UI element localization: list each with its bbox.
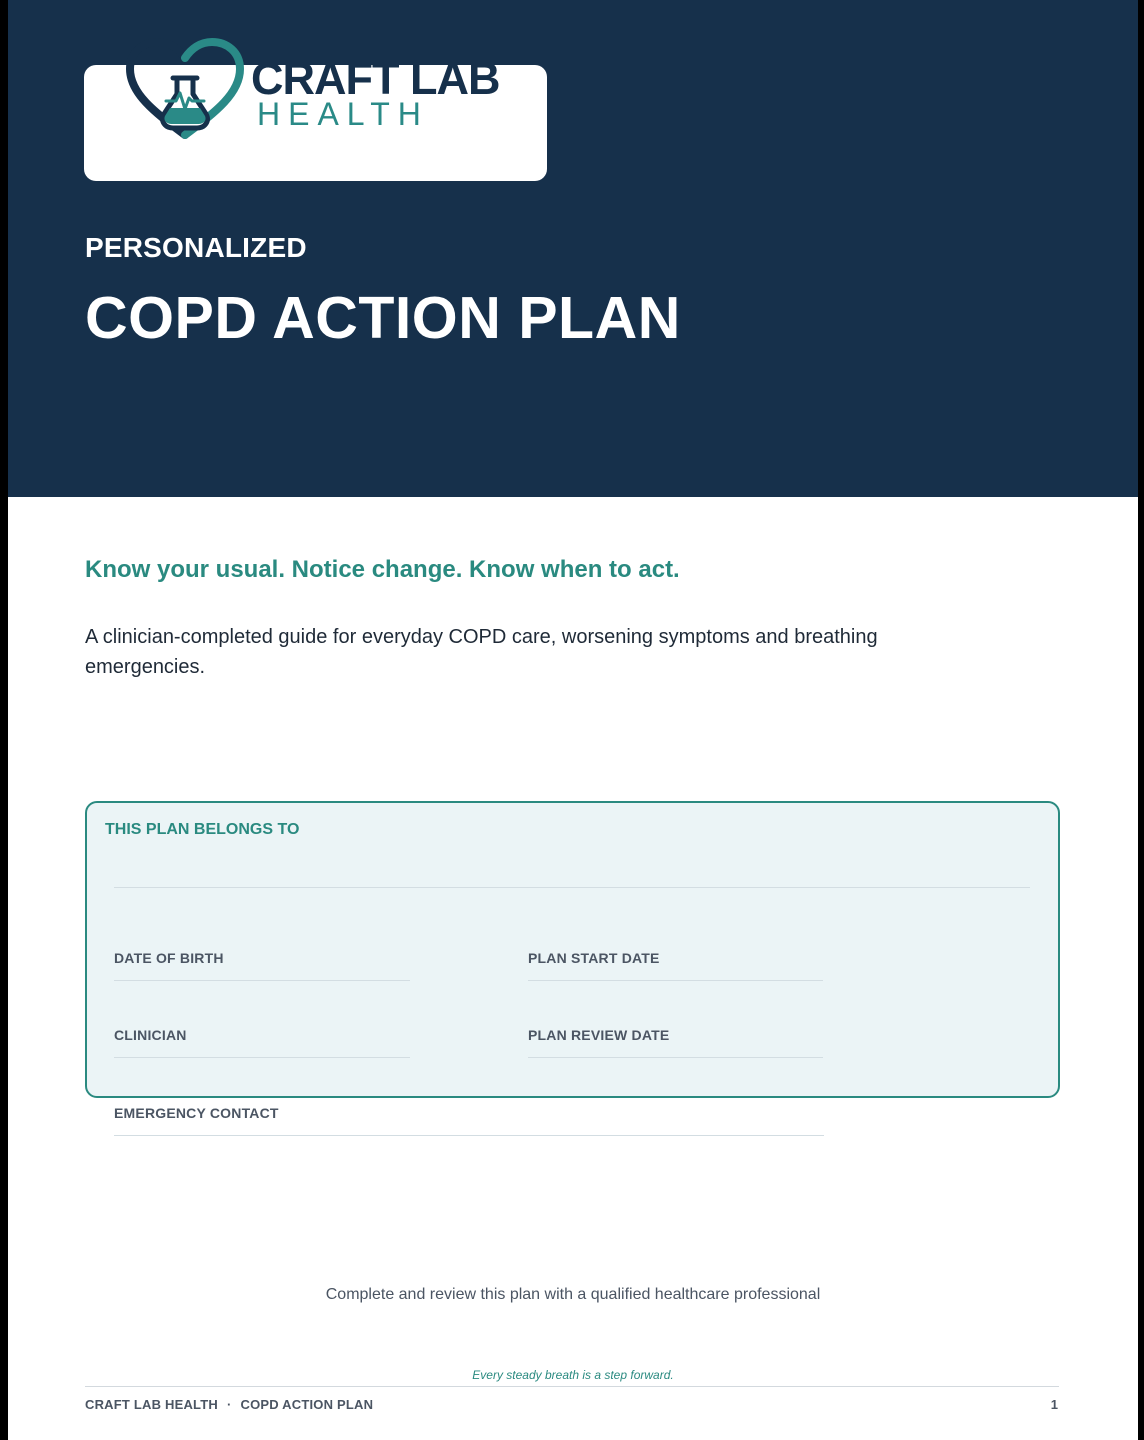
date-of-birth-field[interactable] [114,980,410,981]
page-number: 1 [1050,1397,1058,1412]
page-title: COPD ACTION PLAN [85,285,681,351]
footer-motto: Every steady breath is a step forward. [472,1368,674,1382]
intro-description: A clinician-completed guide for everyday COPD care, worsening symptoms and breathing emergencies. [85,626,878,678]
emergency-contact-field[interactable] [114,1135,824,1136]
plan-review-date-field[interactable] [528,1057,823,1058]
clinician-label: CLINICIAN [114,1027,187,1043]
footer-divider [85,1386,1059,1387]
heart-flask-pulse-icon [124,38,246,142]
brand-name: CRAFT LAB [251,53,500,104]
date-of-birth-label: DATE OF BIRTH [114,950,224,966]
clinician-field[interactable] [114,1057,410,1058]
footer-brand: CRAFT LAB HEALTH [85,1397,218,1412]
plan-owner-heading: THIS PLAN BELONGS TO [105,821,300,838]
cover-eyebrow: PERSONALIZED [85,232,307,263]
emergency-contact-label: EMERGENCY CONTACT [114,1105,279,1121]
brand-subname: HEALTH [257,96,429,132]
document-page [8,0,1138,1440]
tagline: Know your usual. Notice change. Know when to act. [85,556,680,583]
footer-running-title [85,1397,373,1412]
plan-start-date-label: PLAN START DATE [528,950,660,966]
plan-review-date-label: PLAN REVIEW DATE [528,1027,670,1043]
footer-separator: · [226,1397,232,1412]
footer-doc-title: COPD ACTION PLAN [240,1397,374,1412]
review-note: Complete and review this plan with a qualified healthcare professional [325,1286,821,1303]
plan-start-date-field[interactable] [528,980,823,981]
owner-name-field[interactable] [114,887,1030,888]
